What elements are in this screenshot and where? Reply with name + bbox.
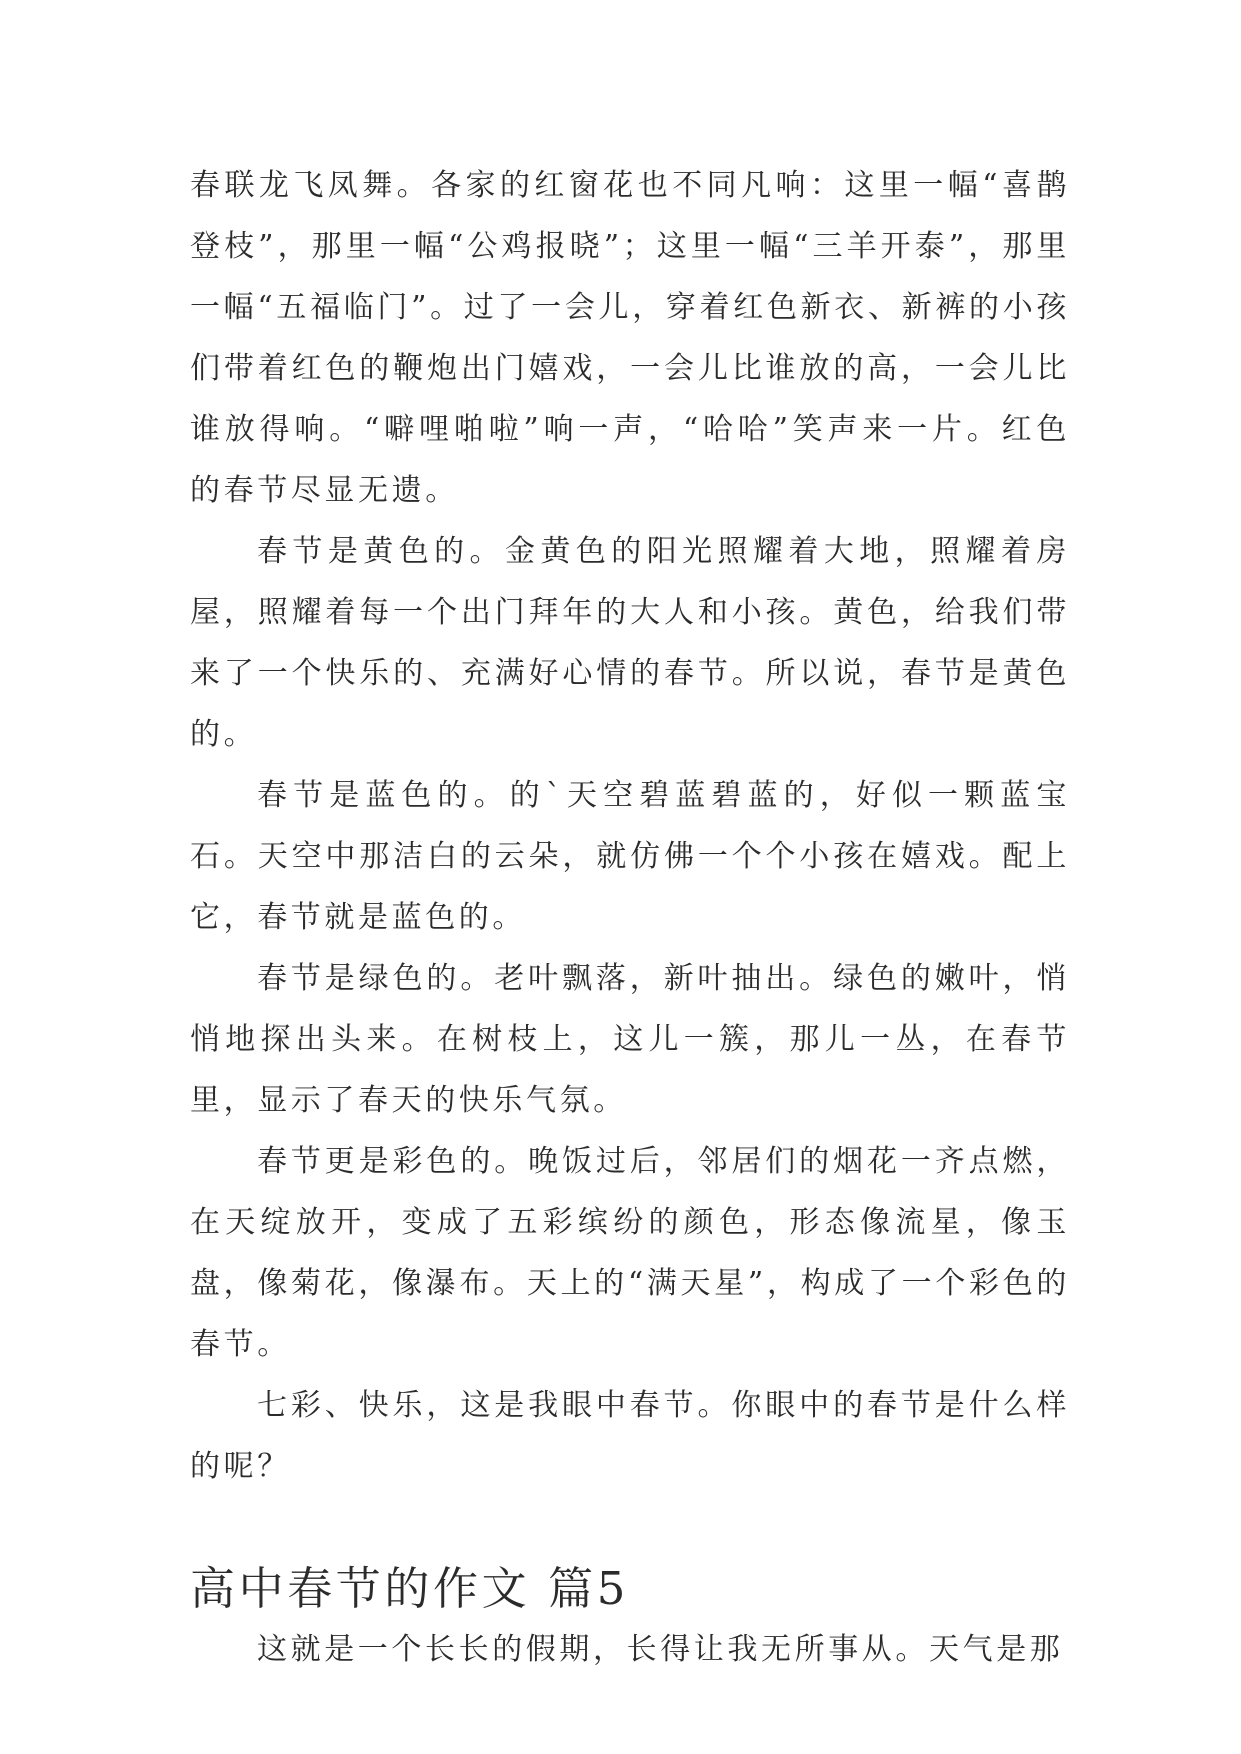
paragraph-yellow-spring-festival: 春节是黄色的。金黄色的阳光照耀着大地，照耀着房屋，照耀着每一个出门拜年的大人和小孩。黄色，给我们带来了一个快乐的、充满好心情的春节。所以说，春节是黄色的。 — [190, 534, 1070, 752]
section-heading: 高中春节的作文 篇5 — [190, 1562, 629, 1615]
paragraph-blue-spring-festival: 春节是蓝色的。的`天空碧蓝碧蓝的，好似一颗蓝宝石。天空中那洁白的云朵，就仿佛一个个小孩在嬉戏。配上它，春节就是蓝色的。 — [190, 778, 1070, 935]
article-body — [190, 155, 1070, 1680]
paragraph-colorful-spring-festival: 春节更是彩色的。晚饭过后，邻居们的烟花一齐点燃，在天绽放开，变成了五彩缤纷的颜色，形态像流星，像玉盘，像菊花，像瀑布。天上的“满天星”，构成了一个彩色的春节。 — [190, 1144, 1070, 1362]
paragraph-conclusion: 七彩、快乐，这是我眼中春节。你眼中的春节是什么样的呢？ — [190, 1388, 1070, 1484]
paragraph-green-spring-festival: 春节是绿色的。老叶飘落，新叶抽出。绿色的嫩叶，悄悄地探出头来。在树枝上，这儿一簇，那儿一丛，在春节里，显示了春天的快乐气氛。 — [190, 961, 1070, 1118]
paragraph-essay-5-opening: 这就是一个长长的假期，长得让我无所事从。天气是那 — [257, 1632, 1064, 1667]
paragraph-red-spring-festival: 春联龙飞凤舞。各家的红窗花也不同凡响：这里一幅“喜鹊登枝”，那里一幅“公鸡报晓”；这里一幅“三羊开泰”，那里一幅“五福临门”。过了一会儿，穿着红色新衣、新裤的小孩们带着红色的鞭炮出门嬉戏，一会儿比谁放的高，一会儿比谁放得响。“噼哩啪啦”响一声，“哈哈”笑声来一片。红色的春节尽显无遗。 — [190, 168, 1070, 508]
